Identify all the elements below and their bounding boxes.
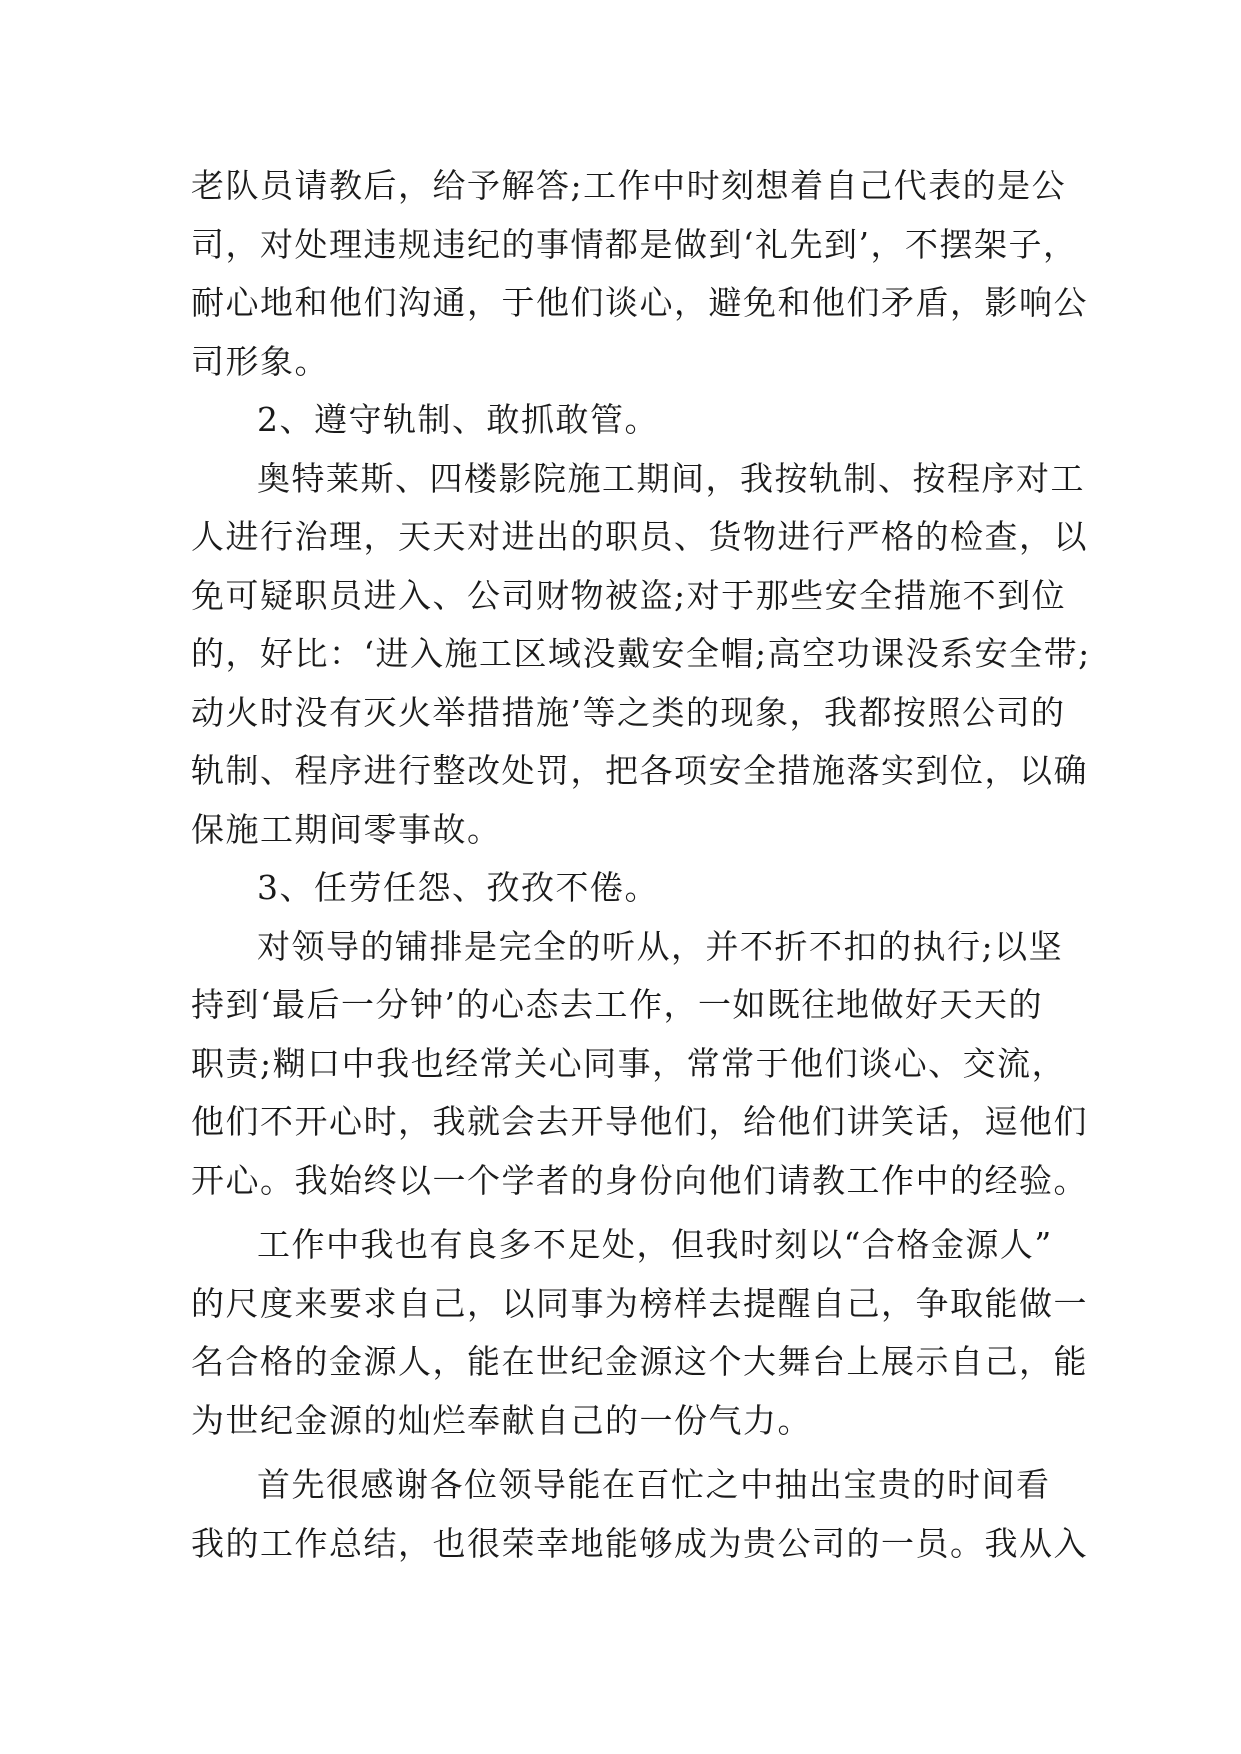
text-line-16: 职责;糊口中我也经常关心同事，常常于他们谈心、交流， <box>191 1043 1067 1083</box>
section-heading-2: 2、遵守轨制、敢抓敢管。 <box>257 400 659 439</box>
text-line-8: 免可疑职员进入、公司财物被盗;对于那些安全措施不到位 <box>191 575 1067 615</box>
text-line-10: 动火时没有灭火举措措施’等之类的现象，我都按照公司的 <box>191 692 1066 732</box>
text-line-4: 司形象。 <box>191 341 329 381</box>
text-line-6: 奥特莱斯、四楼影院施工期间，我按轨制、按程序对工 <box>257 458 1085 498</box>
text-line-22: 为世纪金源的灿烂奉献自己的一份气力。 <box>191 1400 812 1440</box>
text-line-24: 我的工作总结，也很荣幸地能够成为贵公司的一员。我从入 <box>191 1523 1088 1563</box>
text-line-23: 首先很感谢各位领导能在百忙之中抽出宝贵的时间看 <box>257 1465 1051 1504</box>
text-line-3: 耐心地和他们沟通，于他们谈心，避免和他们矛盾，影响公 <box>191 283 1088 322</box>
text-line-11: 轨制、程序进行整改处罚，把各项安全措施落实到位，以确 <box>191 751 1088 790</box>
text-line-19: 工作中我也有良多不足处，但我时刻以“合格金源人” <box>257 1225 1053 1264</box>
text-line-21: 名合格的金源人，能在世纪金源这个大舞台上展示自己，能 <box>191 1342 1088 1381</box>
text-line-20: 的尺度来要求自己，以同事为榜样去提醒自己，争取能做一 <box>191 1283 1088 1323</box>
text-line-7: 人进行治理，天天对进出的职员、货物进行严格的检查，以 <box>191 517 1088 556</box>
section-heading-3: 3、任劳任怨、孜孜不倦。 <box>257 868 659 907</box>
text-line-9: 的，好比：‘进入施工区域没戴安全帽;高空功课没系安全带; <box>191 634 1091 673</box>
text-line-15: 持到‘最后一分钟’的心态去工作，一如既往地做好天天的 <box>191 985 1043 1024</box>
text-line-2: 司，对处理违规违纪的事情都是做到‘礼先到’，不摆架子， <box>191 224 1078 264</box>
text-line-1: 老队员请教后，给予解答;工作中时刻想着自己代表的是公 <box>191 166 1067 205</box>
text-line-14: 对领导的铺排是完全的听从，并不折不扣的执行;以坚 <box>257 926 1064 966</box>
document-body <box>191 157 1091 1573</box>
text-line-17: 他们不开心时，我就会去开导他们，给他们讲笑话，逗他们 <box>191 1102 1088 1141</box>
text-line-18: 开心。我始终以一个学者的身份向他们请教工作中的经验。 <box>191 1160 1088 1200</box>
text-line-12: 保施工期间零事故。 <box>191 809 502 849</box>
